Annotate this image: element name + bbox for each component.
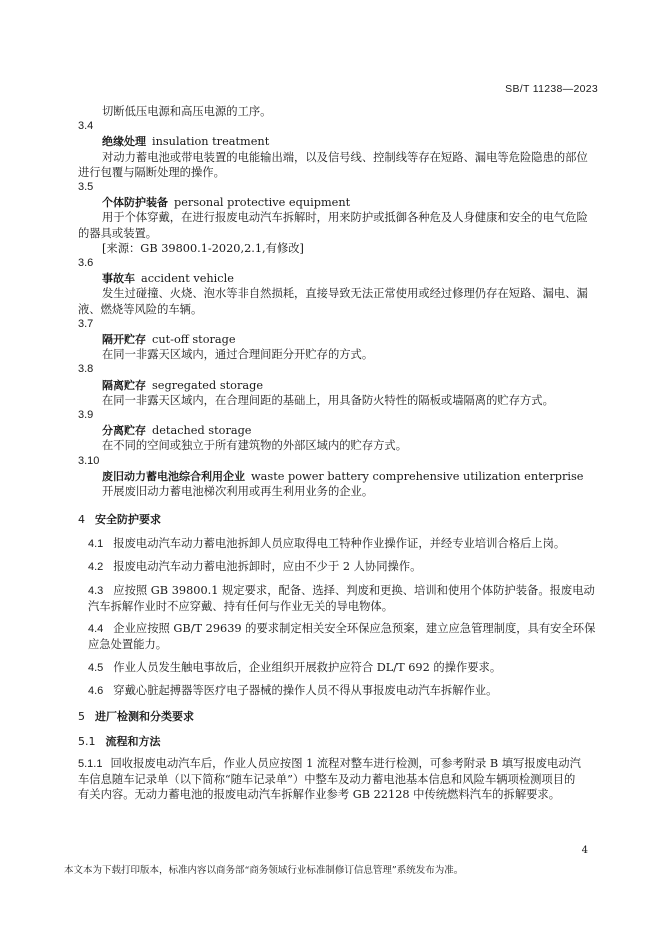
paragraph-line: 有关内容。无动力蓄电池的报废电动汽车拆解作业参考 GB 22128 中传统燃料汽车的拆解要求。	[78, 788, 561, 802]
term-heading	[78, 378, 598, 393]
term-en: cut-off storage	[152, 333, 236, 347]
term-cn: 隔离贮存	[102, 378, 146, 392]
clause	[78, 583, 598, 614]
term-heading	[78, 271, 598, 286]
term-number: 3.6	[78, 257, 94, 270]
page-number: 4	[581, 845, 588, 856]
term-cn: 个体防护装备	[102, 196, 168, 210]
term-number: 3.9	[78, 409, 94, 422]
clause-number: 4.3	[88, 584, 104, 597]
section-title: 进厂检测和分类要求	[95, 709, 194, 723]
paragraph-text: 回收报废电动汽车后，作业人员应按图 1 流程对整车进行检测，可参考附录 B 填写报废电动汽	[110, 756, 581, 770]
clause-number: 4.5	[88, 661, 104, 674]
footer-note: 本文本为下载打印版本，标准内容以商务部“商务领域行业标准制修订信息管理”系统发布为准。	[64, 865, 464, 876]
paragraph-number: 5.1.1	[78, 757, 103, 770]
clause	[78, 621, 598, 652]
term-definition: 在不同的空间或独立于所有建筑物的外部区域内的贮存方式。	[102, 439, 408, 453]
clause-text: 报废电动汽车动力蓄电池拆卸人员应取得电工特种作业操作证，并经专业培训合格后上岗。	[113, 537, 566, 551]
clause	[78, 559, 598, 575]
term-definition-cont: 的器具或装置。	[78, 226, 158, 240]
clause-text: 作业人员发生触电事故后，企业组织开展救护应符合 DL/T 692 的操作要求。	[113, 660, 502, 674]
term-number: 3.8	[78, 363, 94, 376]
term-number: 3.10	[78, 454, 100, 467]
clause	[78, 660, 598, 676]
term-definition-cont: 液、燃烧等风险的车辆。	[78, 302, 203, 316]
term-definition: 开展废旧动力蓄电池梯次利用或再生利用业务的企业。	[102, 485, 374, 499]
clause-number: 4.1	[88, 538, 104, 551]
term-cn: 绝缘处理	[102, 135, 146, 149]
term-en: personal protective equipment	[174, 196, 351, 210]
subsection-number: 5.1	[78, 734, 96, 748]
term-en: insulation treatment	[152, 135, 270, 149]
term-en: accident vehicle	[141, 272, 234, 286]
clause-text: 报废电动汽车动力蓄电池拆卸时，应由不少于 2 人协同操作。	[113, 560, 422, 574]
term-source: [来源：GB 39800.1-2020,2.1,有修改]	[102, 241, 304, 255]
section-number: 4	[78, 513, 85, 527]
term-en: segregated storage	[152, 378, 264, 392]
term-heading	[78, 134, 598, 149]
clause-text: 穿戴心脏起搏器等医疗电子器械的操作人员不得从事报废电动汽车拆解作业。	[113, 683, 498, 697]
clause	[78, 683, 598, 699]
paragraph	[78, 756, 598, 803]
term-definition: 发生过碰撞、火烧、泡水等非自然损耗，直接导致无法正常使用或经过修理仍存在短路、漏电、漏	[102, 287, 588, 301]
term-en: detached storage	[152, 424, 252, 438]
clause-text-cont: 应急处置能力。	[88, 638, 168, 652]
clause-text: 企业应按照 GB/T 29639 的要求制定相关安全环保应急预案，建立应急管理制度，具有安全环保	[113, 622, 596, 636]
section-title: 安全防护要求	[95, 513, 161, 527]
clause-number: 4.6	[88, 684, 104, 697]
term-heading	[78, 195, 598, 210]
paragraph-line	[78, 756, 598, 772]
clause-text-cont: 汽车拆解作业时不应穿戴、持有任何与作业无关的导电物体。	[88, 599, 394, 613]
subsection-title: 流程和方法	[105, 734, 161, 748]
term-definition: 用于个体穿戴，在进行报废电动汽车拆解时，用来防护或抵御各种危及人身健康和安全的电气危险	[102, 211, 588, 225]
term-number: 3.5	[78, 181, 94, 194]
clause-number: 4.2	[88, 561, 104, 574]
section-heading	[78, 511, 598, 527]
term-en: waste power battery comprehensive utilization enterprise	[251, 469, 584, 483]
document-body	[78, 104, 598, 803]
continuation-text: 切断低压电源和高压电源的工序。	[102, 105, 272, 118]
term-definition: 在同一非露天区域内，在合理间距的基础上，用具备防火特性的隔板或墙隔离的贮存方式。	[102, 393, 554, 407]
standard-number: SB/T 11238—2023	[505, 83, 598, 95]
subsection-heading	[78, 733, 598, 749]
section-number: 5	[78, 709, 85, 723]
term-cn: 隔开贮存	[102, 333, 146, 347]
term-number: 3.4	[78, 120, 94, 133]
term-number: 3.7	[78, 317, 94, 330]
clause-number: 4.4	[88, 623, 104, 636]
clause-text: 应按照 GB 39800.1 规定要求，配备、选择、判废和更换、培训和使用个体防护装备。报废电动	[113, 583, 595, 597]
term-cn: 分离贮存	[102, 424, 146, 438]
term-definition: 对动力蓄电池或带电装置的电能输出端，以及信号线、控制线等存在短路、漏电等危险隐患的部位	[102, 150, 588, 164]
term-definition-cont: 进行包覆与隔断处理的操作。	[78, 165, 225, 179]
term-cn: 事故车	[102, 272, 135, 286]
term-definition: 在同一非露天区域内，通过合理间距分开贮存的方式。	[102, 348, 374, 362]
term-cn: 废旧动力蓄电池综合利用企业	[102, 469, 245, 483]
term-heading	[78, 332, 598, 347]
term-heading	[78, 469, 598, 484]
clause	[78, 536, 598, 552]
paragraph-line: 车信息随车记录单（以下简称“随车记录单”）中整车及动力蓄电池基本信息和风险车辆项检测项目的	[78, 773, 576, 787]
section-heading	[78, 708, 598, 724]
term-heading	[78, 423, 598, 438]
